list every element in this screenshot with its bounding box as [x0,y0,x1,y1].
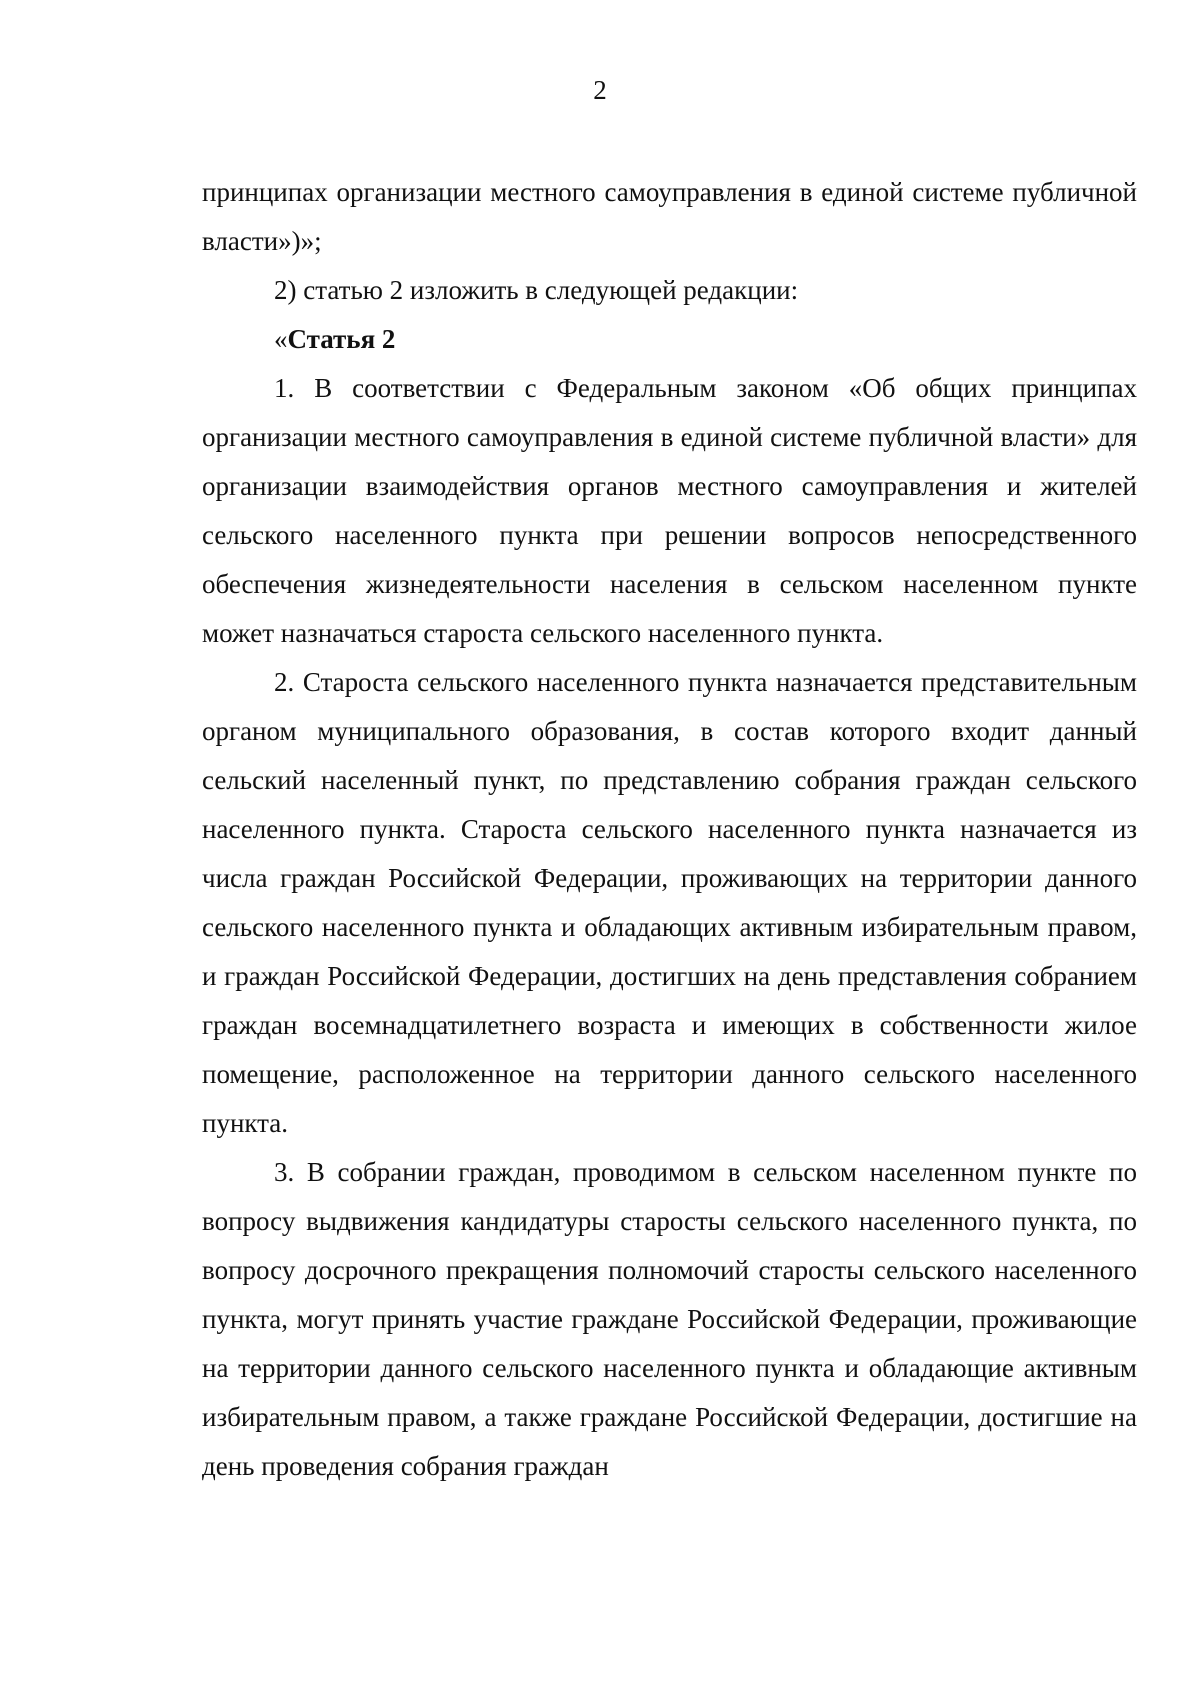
paragraph-amendment-item: 2) статью 2 изложить в следующей редакции: [274,275,799,305]
paragraph-clause-2: 2. Староста сельского населенного пункта назначается представительным органом муниципального образования, в состав которого входит данный сельский населенный пункт, по представлению собрания граждан сельского населенного пункта. Староста сельского населенного пункта назначается из числа граждан Российской Федерации, проживающих на территории данного сельского населенного пункта и обладающих активным избирательным правом, и граждан Российской Федерации, достигших на день представления собранием граждан восемнадцатилетнего возраста и имеющих в собственности жилое помещение, расположенное на территории данного сельского населенного пункта. [202,667,1137,1138]
article-heading-title: Статья 2 [287,324,396,354]
article-heading [202,315,1137,364]
document-body [202,168,1137,1491]
paragraph-clause-3: 3. В собрании граждан, проводимом в сельском населенном пункте по вопросу выдвижения кандидатуры старосты сельского населенного пункта, по вопросу досрочного прекращения полномочий старосты сельского населенного пункта, могут принять участие граждане Российской Федерации, проживающие на территории данного сельского населенного пункта и обладающие активным избирательным правом, а также граждане Российской Федерации, достигшие на день проведения собрания граждан [202,1157,1137,1481]
paragraph-clause-1: 1. В соответствии с Федеральным законом «Об общих принципах организации местного самоуправления в единой системе публичной власти» для организации взаимодействия органов местного самоуправления и жителей сельского населенного пункта при решении вопросов непосредственного обеспечения жизнедеятельности населения в сельском населенном пункте может назначаться староста сельского населенного пункта. [202,373,1137,648]
paragraph-continuation: принципах организации местного самоуправления в единой системе публичной власти»)»; [202,177,1137,256]
page-number: 2 [593,75,607,105]
article-heading-quote: « [274,324,288,354]
